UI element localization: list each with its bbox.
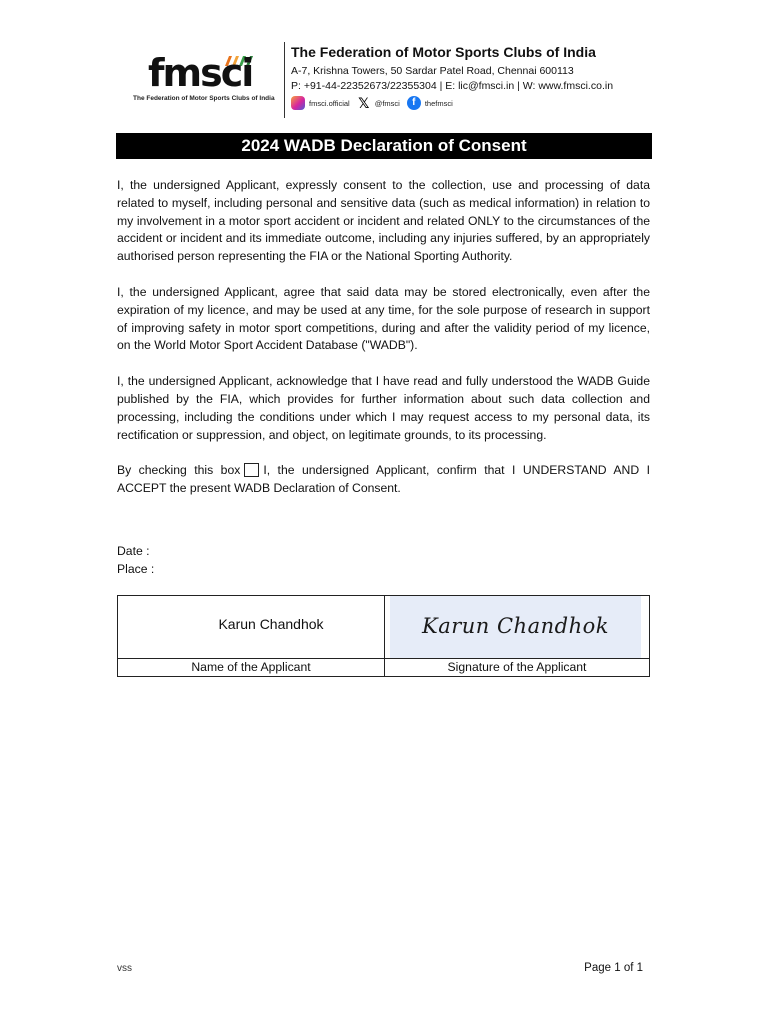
place-label: Place : (117, 562, 155, 576)
instagram-icon[interactable] (291, 96, 305, 110)
paragraph-storage: I, the undersigned Applicant, agree that said data may be stored electronically, even after the expiration of my licence, and may be used at any time, for the sole purpose of research in support of improving safety in motor sport competitions, during and after the validity period of my licence, on the World Motor Sport Accident Database ("WADB"). (117, 284, 650, 353)
letterhead (117, 42, 651, 118)
consent-text-before: By checking this box (117, 463, 241, 478)
signature-table (117, 595, 650, 677)
instagram-handle[interactable]: fmsci.official (309, 98, 350, 108)
document-title: 2024 WADB Declaration of Consent (116, 133, 652, 159)
table-divider-horizontal (118, 658, 649, 659)
org-info (291, 44, 651, 110)
applicant-signature-label: Signature of the Applicant (447, 660, 587, 674)
page-number: Page 1 of 1 (584, 962, 643, 974)
logo-wordmark: fmsci (148, 51, 253, 95)
org-address: A-7, Krishna Towers, 50 Sardar Patel Road, Chennai 600113 (291, 65, 574, 77)
consent-statement (117, 462, 650, 498)
applicant-name-label: Name of the Applicant (191, 660, 311, 674)
logo-subtitle: The Federation of Motor Sports Clubs of India (133, 95, 275, 102)
consent-text-after: I, the undersigned Applicant, confirm that I UNDERSTAND AND I ACCEPT the present WADB Declaration of Consent. (117, 463, 650, 496)
x-handle[interactable]: @fmsci (374, 98, 400, 108)
facebook-icon[interactable]: f (407, 96, 421, 110)
date-place-fields (117, 542, 154, 578)
social-links (291, 96, 651, 110)
declaration-body (117, 177, 650, 516)
fmsci-logo (117, 42, 284, 118)
header-divider (284, 42, 285, 118)
applicant-name-value[interactable]: Karun Chandhok (218, 616, 324, 632)
paragraph-consent: I, the undersigned Applicant, expressly consent to the collection, use and processing of data related to myself, including personal and sensitive data (such as medical information) in relation to my involvement in a motor sport accident or incident and related ONLY to the circumstances of the accident or incident and its immediate outcome, including any injuries suffered, by an appropriately authorised person representing the FIA or the National Sporting Authority. (117, 178, 650, 264)
facebook-handle[interactable]: thefmsci (424, 98, 453, 108)
x-icon[interactable]: 𝕏 (358, 95, 370, 111)
org-contact: P: +91-44-22352673/22355304 | E: lic@fmsci.in | W: www.fmsci.co.in (291, 80, 614, 92)
consent-checkbox[interactable] (244, 463, 259, 477)
org-name: The Federation of Motor Sports Clubs of India (291, 44, 596, 60)
footer-initials: vss (117, 963, 132, 974)
paragraph-acknowledge: I, the undersigned Applicant, acknowledge that I have read and fully understood the WADB Guide published by the FIA, which provides for further information about such data collection and processing, including the conditions under which I may request access to my personal data, its rectification or suppression, and object, on legitimate grounds, to its processing. (117, 374, 650, 442)
date-label: Date : (117, 544, 150, 558)
applicant-signature: Karun Chandhok (422, 614, 609, 638)
